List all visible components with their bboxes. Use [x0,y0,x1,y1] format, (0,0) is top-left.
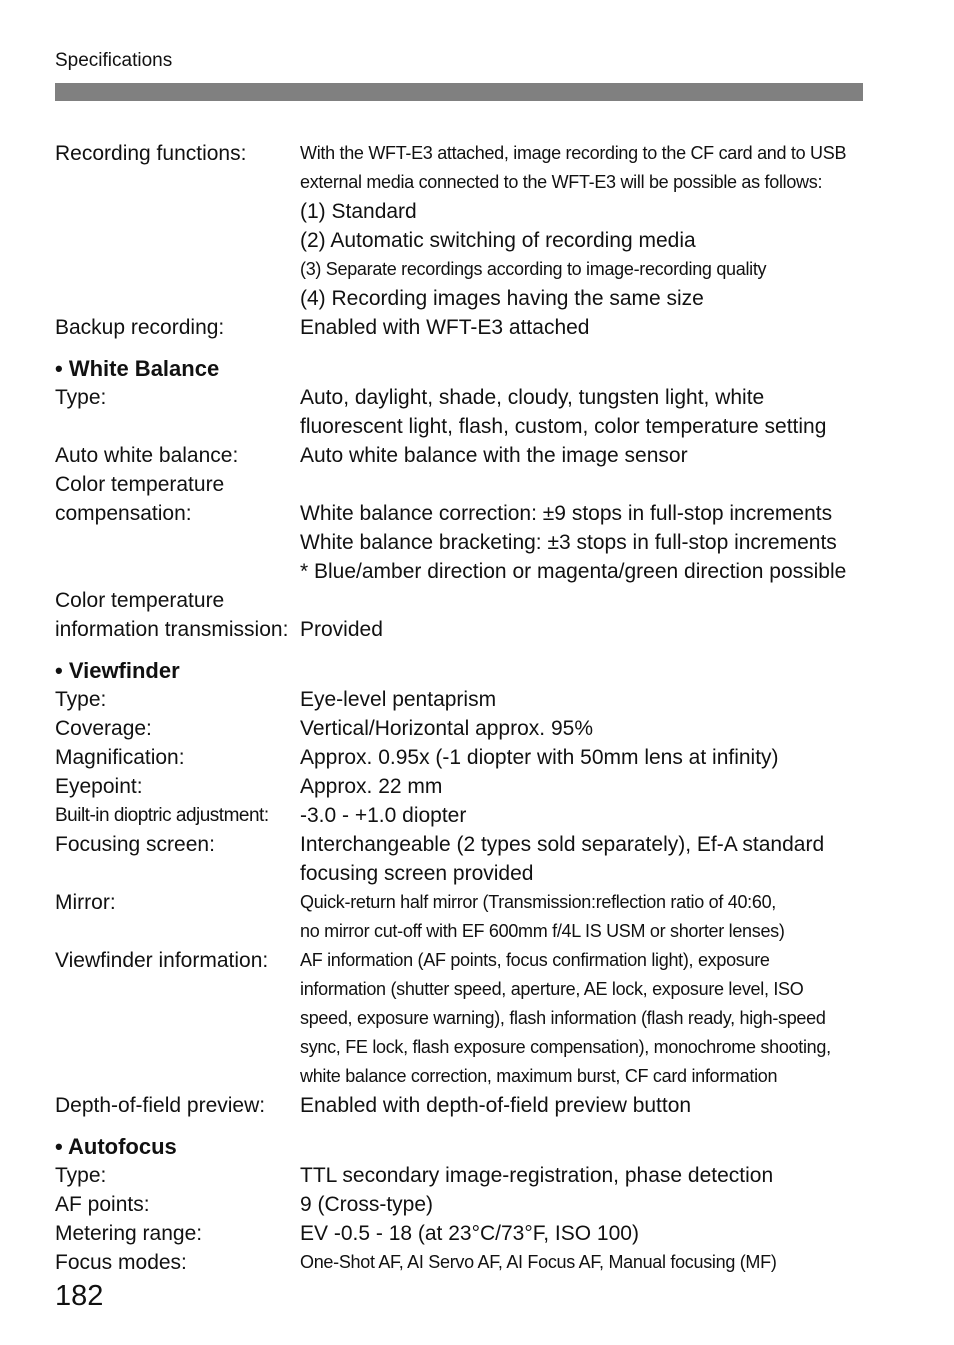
spec-row-wb-type [55,383,875,412]
spec-label: Depth-of-field preview: [55,1094,266,1117]
spec-value: (3) Separate recordings according to image-recording quality [300,259,767,279]
spec-value: White balance bracketing: ±3 stops in full-stop increments [300,531,837,554]
header-title: Specifications [55,50,173,71]
spec-row-continuation [55,168,875,197]
spec-row-continuation [55,975,875,1004]
spec-label: Type: [55,688,107,711]
spec-value: Auto, daylight, shade, cloudy, tungsten light, white [300,386,765,409]
spec-value: Enabled with depth-of-field preview button [300,1094,692,1117]
section-heading-white-balance: • White Balance [55,356,220,381]
spec-row-focus-modes [55,1248,875,1277]
spec-label: compensation: [55,502,192,525]
spec-row-cti [55,615,875,644]
spec-row-auto-wb [55,441,875,470]
spec-value: TTL secondary image-registration, phase detection [300,1164,774,1187]
spec-row-dioptric [55,801,875,830]
spec-row-metering-range [55,1219,875,1248]
spec-value: (4) Recording images having the same size [300,287,704,310]
spec-label: Focusing screen: [55,833,215,856]
spec-label: Built-in dioptric adjustment: [55,805,269,826]
spec-row-continuation [55,917,875,946]
spec-label: Magnification: [55,746,185,769]
spec-label: Eyepoint: [55,775,143,798]
spec-value: (1) Standard [300,200,417,223]
spec-value: external media connected to the WFT-E3 will be possible as follows: [300,172,823,192]
spec-value: Quick-return half mirror (Transmission:reflection ratio of 40:60, [300,892,777,912]
spec-value: Auto white balance with the image sensor [300,444,688,467]
spec-label: AF points: [55,1193,150,1216]
spec-value: AF information (AF points, focus confirmation light), exposure [300,950,770,970]
spec-value: EV -0.5 - 18 (at 23°C/73°F, ISO 100) [300,1222,639,1245]
header-bar [55,83,863,101]
spec-row-continuation [55,255,875,284]
spec-row-continuation [55,284,875,313]
spec-label: Type: [55,1164,107,1187]
spec-value: Provided [300,618,383,641]
spec-value: focusing screen provided [300,862,534,885]
spec-value: With the WFT-E3 attached, image recording to the CF card and to USB [300,143,847,163]
section-heading-autofocus: • Autofocus [55,1134,177,1159]
spec-row-backup-recording [55,313,875,342]
spec-value: no mirror cut-off with EF 600mm f/4L IS USM or shorter lenses) [300,921,785,941]
section-heading-viewfinder: • Viewfinder [55,658,180,683]
spec-row-eyepoint [55,772,875,801]
spec-label: Recording functions: [55,142,247,165]
spec-row-cti-label [55,586,875,615]
spec-value: information (shutter speed, aperture, AE lock, exposure level, ISO [300,979,804,999]
spec-row-mirror [55,888,875,917]
spec-value: White balance correction: ±9 stops in full-stop increments [300,502,833,525]
spec-value: Interchangeable (2 types sold separately), Ef-A standard [300,833,825,856]
page-number: 182 [55,1280,104,1312]
spec-row-recording-functions [55,139,875,168]
spec-label: Type: [55,386,107,409]
spec-value: speed, exposure warning), flash information (flash ready, high-speed [300,1008,826,1028]
spec-row-af-points [55,1190,875,1219]
spec-label: Mirror: [55,891,116,914]
spec-row-vf-type [55,685,875,714]
spec-row-ctc-label [55,470,875,499]
spec-value: sync, FE lock, flash exposure compensation), monochrome shooting, [300,1037,831,1057]
spec-label: Color temperature [55,589,225,612]
spec-value: Eye-level pentaprism [300,688,497,711]
spec-row-continuation [55,1004,875,1033]
spec-row-continuation [55,1062,875,1091]
spec-value: 9 (Cross-type) [300,1193,434,1216]
spec-value: fluorescent light, flash, custom, color temperature setting [300,415,827,438]
spec-label: Backup recording: [55,316,225,339]
spec-label: Color temperature [55,473,225,496]
spec-value: Approx. 22 mm [300,775,443,798]
spec-row-continuation [55,528,875,557]
spec-label: Focus modes: [55,1251,187,1274]
spec-row-continuation [55,226,875,255]
spec-value: (2) Automatic switching of recording media [300,229,696,252]
spec-row-continuation [55,197,875,226]
spec-label: Viewfinder information: [55,949,269,972]
spec-row-continuation [55,859,875,888]
spec-label: Metering range: [55,1222,203,1245]
spec-label: information transmission: [55,618,289,641]
spec-row-dof-preview [55,1091,875,1120]
spec-value: -3.0 - +1.0 diopter [300,804,467,827]
spec-content [55,139,875,1277]
spec-value: * Blue/amber direction or magenta/green direction possible [300,560,847,583]
spec-label: Auto white balance: [55,444,239,467]
spec-value: Approx. 0.95x (-1 diopter with 50mm lens at infinity) [300,746,779,769]
spec-value: One-Shot AF, AI Servo AF, AI Focus AF, Manual focusing (MF) [300,1252,777,1272]
spec-row-continuation [55,557,875,586]
spec-value: white balance correction, maximum burst, CF card information [300,1066,778,1086]
spec-row-focusing-screen [55,830,875,859]
spec-row-af-type [55,1161,875,1190]
spec-row-continuation [55,412,875,441]
spec-row-magnification [55,743,875,772]
spec-row-coverage [55,714,875,743]
spec-row-vf-info [55,946,875,975]
spec-row-ctc [55,499,875,528]
spec-label: Coverage: [55,717,152,740]
spec-value: Vertical/Horizontal approx. 95% [300,717,593,740]
spec-row-continuation [55,1033,875,1062]
spec-value: Enabled with WFT-E3 attached [300,316,590,339]
